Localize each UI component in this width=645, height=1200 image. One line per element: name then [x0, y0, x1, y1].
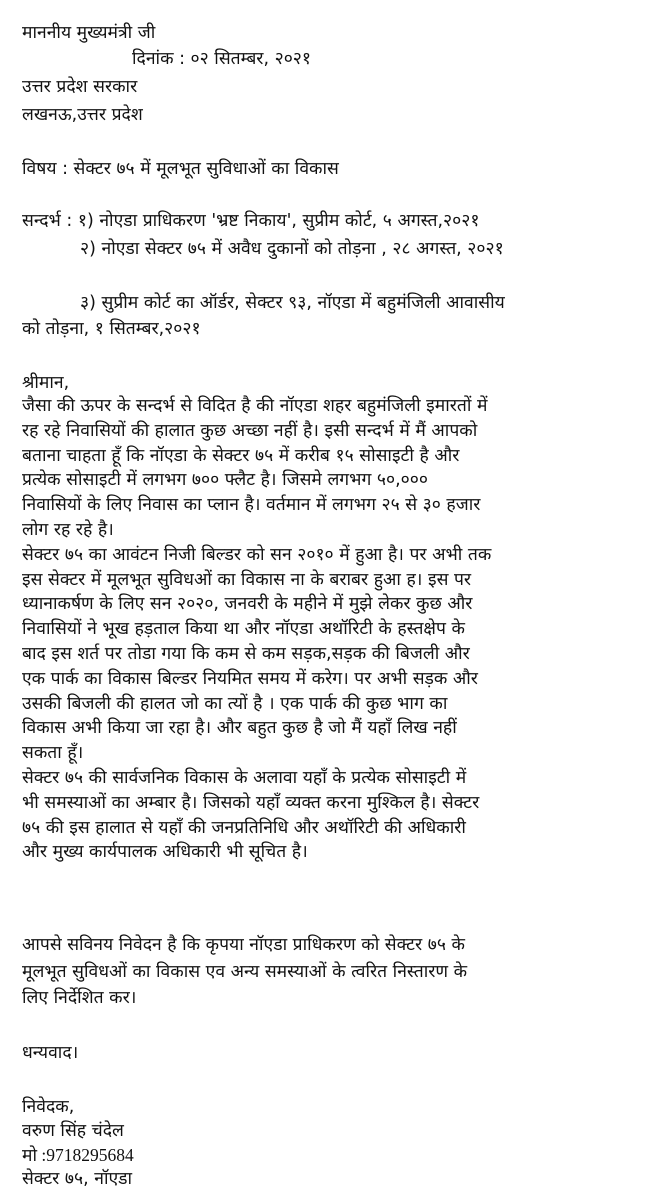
body-line: भी समस्याओं का अम्बार है। जिसको यहाँ व्यक्त करना मुश्किल है। सेक्टर	[22, 792, 480, 813]
body-line: ७५ की इस हालात से यहाँ की जनप्रतिनिधि और अथॉरिटी की अधिकारी	[22, 817, 466, 838]
body-line: लोग रह रहे है।	[22, 520, 114, 540]
body-line: सेक्टर ७५ की सार्वजनिक विकास के अलावा यहाँ के प्रत्येक सोसाइटी में	[22, 768, 467, 788]
body-line: एक पार्क का विकास बिल्डर नियमित समय में करेग। पर अभी सड़क और	[22, 668, 478, 689]
government: उत्तर प्रदेश सरकार	[22, 77, 138, 97]
thanks: धन्यवाद।	[22, 1043, 79, 1063]
reference-3: ३) सुप्रीम कोर्ट का ऑर्डर, सेक्टर ९३, नॉएडा में बहुमंजिली आवासीय	[80, 293, 505, 313]
salutation: श्रीमान,	[22, 373, 70, 393]
body-line: निवासियों के लिए निवास का प्लान है। वर्तमान में लगभग २५ से ३० हजार	[22, 495, 481, 516]
subject-line: विषय : सेक्टर ७५ में मूलभूत सुविधाओं का विकास	[22, 159, 339, 179]
request-line: लिए निर्देशित कर।	[22, 988, 137, 1008]
city: लखनऊ,उत्तर प्रदेश	[22, 105, 143, 125]
request-line: मूलभूत सुविधओं का विकास एव अन्य समस्याओं के त्वरित निस्तारण के	[22, 961, 468, 982]
sender-address: सेक्टर ७५, नॉएडा	[22, 1169, 133, 1189]
body-line: ध्यानाकर्षण के लिए सन २०२०, जनवरी के महीने में मुझे लेकर कुछ और	[22, 594, 473, 615]
sender-phone: मो :9718295684	[22, 1145, 134, 1165]
body-line: इस सेक्टर में मूलभूत सुविधओं का विकास ना के बराबर हुआ ह। इस पर	[22, 569, 472, 590]
body-line: रह रहे निवासियों की हालात कुछ अच्छा नहीं है। इसी सन्दर्भ में मैं आपको	[22, 420, 478, 441]
reference-1: सन्दर्भ : १) नोएडा प्राधिकरण 'भ्रष्ट निकाय', सुप्रीम कोर्ट, ५ अगस्त,२०२१	[22, 211, 480, 231]
body-line: जैसा की ऊपर के सन्दर्भ से विदित है की नॉएडा शहर बहुमंजिली इमारतों में	[22, 396, 488, 416]
sender-name: वरुण सिंह चंदेल	[22, 1121, 124, 1141]
body-line: और मुख्य कार्यपालक अधिकारी भी सूचित है।	[22, 842, 308, 863]
reference-3-cont: को तोड़ना, १ सितम्बर,२०२१	[22, 319, 201, 339]
reference-2: २) नोएडा सेक्टर ७५ में अवैध दुकानों को तोड़ना , २८ अगस्त, २०२१	[80, 239, 504, 259]
body-line: निवासियों ने भूख हड़ताल किया था और नॉएडा अथॉरिटी के हस्तक्षेप के	[22, 619, 465, 640]
body-line: विकास अभी किया जा रहा है। और बहुत कुछ है जो मैं यहाँ लिख नहीं	[22, 718, 457, 739]
body-line: सेक्टर ७५ का आवंटन निजी बिल्डर को सन २०१० में हुआ है। पर अभी तक	[22, 544, 492, 565]
signoff-label: निवेदक,	[22, 1097, 75, 1117]
body-line: प्रत्येक सोसाइटी में लगभग ७०० फ्लैट है। जिसमे लगभग ५०,०००	[22, 470, 428, 491]
body-line: सकता हूँ।	[22, 743, 84, 764]
body-line: बाद इस शर्त पर तोडा गया कि कम से कम सड़क,सड़क की बिजली और	[22, 644, 470, 664]
body-line: बताना चाहता हूँ कि नॉएडा के सेक्टर ७५ में करीब १५ सोसाइटी है और	[22, 445, 460, 466]
letter-date: दिनांक : ०२ सितम्बर, २०२१	[132, 49, 311, 69]
addressee: माननीय मुख्यमंत्री जी	[22, 23, 156, 43]
request-line: आपसे सविनय निवेदन है कि कृपया नॉएडा प्राधिकरण को सेक्टर ७५ के	[22, 935, 465, 955]
body-line: उसकी बिजली की हालत जो का त्यों है । एक पार्क की कुछ भाग का	[22, 693, 448, 714]
